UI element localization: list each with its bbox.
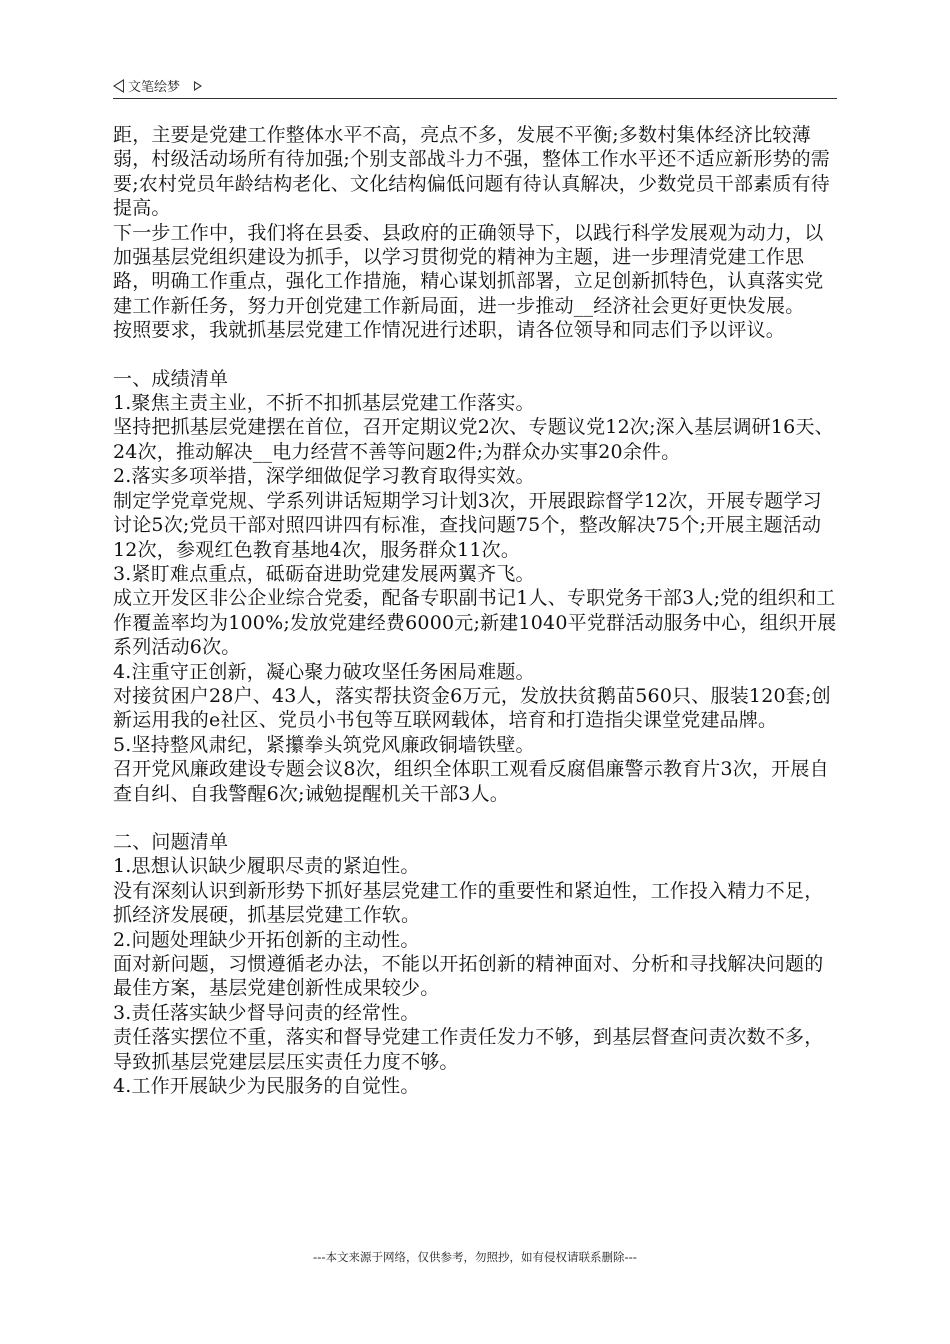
paragraph: 3.责任落实缺少督导问责的经常性。 (113, 1001, 420, 1024)
paragraph: 按照要求，我就抓基层党建工作情况进行述职，请各位领导和同志们予以评议。 (113, 319, 786, 342)
brand (113, 76, 202, 95)
triangle-left-icon (113, 79, 124, 93)
paragraph: 2.落实多项举措，深学细做促学习教育取得实效。 (113, 465, 535, 488)
paragraph: 成立开发区非公企业综合党委，配备专职副书记1人、专职党务干部3人;党的组织和工作覆盖率均为100%;发放党建经费6000元;新建1040平党群活动服务中心，组织开展系列活动6次。 (113, 587, 837, 659)
paragraph: 距，主要是党建工作整体水平不高，亮点不多，发展不平衡;多数村集体经济比较薄弱，村级活动场所有待加强;个别支部战斗力不强，整体工作水平还不适应新形势的需要;农村党员年龄结构老化、文化结构偏低问题有待认真解决，少数党员干部素质有待提高。 (113, 124, 831, 220)
paragraph: 对接贫困户28户、43人，落实帮扶资金6万元，发放扶贫鹅苗560只、服装120套;创新运用我的e社区、党员小书包等互联网载体，培育和打造指尖课堂党建品牌。 (113, 684, 831, 732)
paragraph: 2.问题处理缺少开拓创新的主动性。 (113, 928, 420, 951)
footer-disclaimer: ---本文来源于网络，仅供参考，勿照抄，如有侵权请联系删除--- (313, 1250, 637, 1264)
paragraph: 一、成绩清单 (113, 367, 229, 390)
paragraph-gap (113, 343, 841, 367)
paragraph: 责任落实摆位不重，落实和督导党建工作责任发力不够，到基层督查问责次数不多，导致抓基层党建层层压实责任力度不够。 (113, 1026, 824, 1073)
paragraph: 面对新问题，习惯遵循老办法，不能以开拓创新的精神面对、分析和寻找解决问题的最佳方案，基层党建创新性成果较少。 (113, 953, 824, 1000)
paragraph: 二、问题清单 (113, 830, 229, 853)
paragraph: 5.坚持整风肃纪，紧攥拳头筑党风廉政铜墙铁壁。 (113, 733, 535, 756)
page-header (113, 74, 837, 99)
triangle-right-icon (194, 81, 202, 91)
paragraph: 4.注重守正创新，凝心聚力破攻坚任务困局难题。 (113, 660, 535, 683)
document-body (113, 123, 841, 1098)
paragraph: 坚持把抓基层党建摆在首位，召开定期议党2次、专题议党12次;深入基层调研16天、24次，推动解决__电力经营不善等问题2件;为群众办实事20余件。 (113, 416, 834, 463)
paragraph: 制定学党章党规、学系列讲话短期学习计划3次，开展跟踪督学12次，开展专题学习讨论5次;党员干部对照四讲四有标准，查找问题75个，整改解决75个;开展主题活动12次，参观红色教育基地4次，服务群众11次。 (113, 489, 822, 561)
brand-name: 文笔绘梦 (128, 80, 181, 95)
paragraph: 没有深刻认识到新形势下抓好基层党建工作的重要性和紧迫性，工作投入精力不足，抓经济发展硬，抓基层党建工作软。 (113, 879, 824, 927)
paragraph: 召开党风廉政建设专题会议8次，组织全体职工观看反腐倡廉警示教育片3次，开展自查自纠、自我警醒6次;诫勉提醒机关干部3人。 (113, 758, 829, 805)
paragraph: 1.思想认识缺少履职尽责的紧迫性。 (113, 855, 420, 878)
paragraph: 4.工作开展缺少为民服务的自觉性。 (113, 1075, 420, 1098)
paragraph: 3.紧盯难点重点，砥砺奋进助党建发展两翼齐飞。 (113, 562, 535, 585)
paragraph: 1.聚焦主责主业，不折不扣抓基层党建工作落实。 (113, 392, 535, 415)
paragraph: 下一步工作中，我们将在县委、县政府的正确领导下，以践行科学发展观为动力，以加强基层党组织建设为抓手，以学习贯彻党的精神为主题，进一步理清党建工作思路，明确工作重点，强化工作措施，精心谋划抓部署，立足创新抓特色，认真落实党建工作新任务，努力开创党建工作新局面，进一步推动__经济社会更好更快发展。 (113, 221, 824, 317)
paragraph-gap (113, 806, 841, 830)
